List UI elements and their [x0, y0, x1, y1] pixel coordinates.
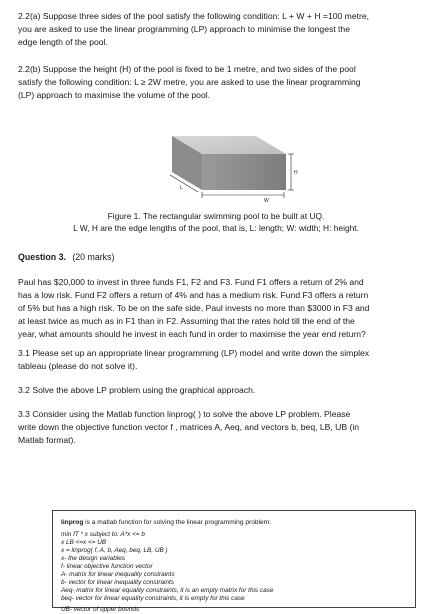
length-label: L	[180, 185, 183, 191]
width-label: W	[264, 198, 269, 204]
paragraph-3-1	[18, 347, 418, 373]
text-line: 2.2(b) Suppose the height (H) of the pool is fixed to be 1 metre, and two sides of the pool	[18, 64, 356, 74]
box-line: UB- vector of upper bounds	[61, 606, 140, 613]
text-line: 3.1 Please set up an appropriate linear programming (LP) model and write down the simplex	[18, 348, 370, 358]
box-line: Aeq- matrix for linear equality constraints, it is an empty matrix for this case	[61, 587, 274, 594]
pool-figure	[168, 124, 308, 204]
text-line: Paul has $20,000 to invest in three funds F1, F2 and F3. Fund F1 offers a return of 2% and	[18, 277, 364, 287]
box-overflow-lines	[52, 606, 414, 614]
text-line: has a low risk. Fund F2 offers a return of 4% and has a medium risk. Fund F3 offers a return	[18, 290, 369, 300]
figure-caption	[0, 210, 432, 234]
box-line: beq- vector for linear equality constraints, it is empty for this case	[61, 595, 245, 602]
text-line: edge length of the pool.	[18, 37, 108, 47]
caption-line: Figure 1. The rectangular swimming pool to be built at UQ.	[107, 211, 325, 221]
box-line: f- linear objective function vector	[61, 563, 153, 570]
box-line: A- matrix for linear inequality constraints	[61, 571, 175, 578]
text-line: tableau (please do not solve it).	[18, 361, 138, 371]
text-line: of 5% but has a high risk. To be on the safe side, Paul invests no more than $3000 in F3 and	[18, 303, 370, 313]
box-line: x = linprog( f, A, b, Aeq, beq, LB, UB )	[61, 547, 168, 554]
paragraph-q3	[18, 276, 418, 341]
text-line: you are asked to use the linear programming (LP) approach to minimise the longest the	[18, 24, 350, 34]
text-line: 2.2(a) Suppose three sides of the pool satisfy the following condition: L + W + H =100 metre,	[18, 11, 370, 21]
question-marks: (20 marks)	[72, 252, 115, 262]
text-line: write down the objective function vector f , matrices A, Aeq, and vectors b, beq, LB, UB (in	[18, 422, 360, 432]
question-3-heading	[18, 252, 114, 262]
text-line: 3.2 Solve the above LP problem using the graphical approach.	[18, 385, 256, 395]
paragraph-2-2b	[18, 63, 418, 102]
box-title-bold: linprog	[61, 519, 84, 526]
question-title: Question 3.	[18, 252, 66, 262]
box-title	[61, 519, 271, 526]
text-line: at least twice as much as in F1 than in F2. Assuming that the rates hold till the end of the	[18, 316, 355, 326]
paragraph-3-3	[18, 408, 418, 447]
text-line: year, what amounts should he invest in each fund in order to maximise the year end return?	[18, 329, 366, 339]
text-line: (LP) approach to maximise the volume of the pool.	[18, 90, 211, 100]
box-line: x- the design variables	[61, 555, 125, 562]
caption-line: L W, H are the edge lengths of the pool, that is, L: length; W: width; H: height.	[73, 223, 359, 233]
paragraph-3-2	[18, 384, 418, 397]
text-line: Matlab format).	[18, 435, 76, 445]
pool-front-face	[202, 154, 286, 190]
height-label: H	[294, 170, 298, 176]
text-line: 3.3 Consider using the Matlab function linprog( ) to solve the above LP problem. Please	[18, 409, 351, 419]
box-line: b- vector for linear inequality constraints	[61, 579, 174, 586]
box-line: x LB <=x <= UB	[61, 539, 107, 546]
text-line: satisfy the following condition: L ≥ 2W metre, you are asked to use the linear programming	[18, 77, 361, 87]
linprog-info-box	[52, 510, 416, 608]
box-title-rest: is a matlab function for solving the linear programming problem:	[83, 519, 271, 526]
box-line: min fT * x subject to: A*x <= b	[61, 531, 145, 538]
paragraph-2-2a	[18, 10, 418, 49]
